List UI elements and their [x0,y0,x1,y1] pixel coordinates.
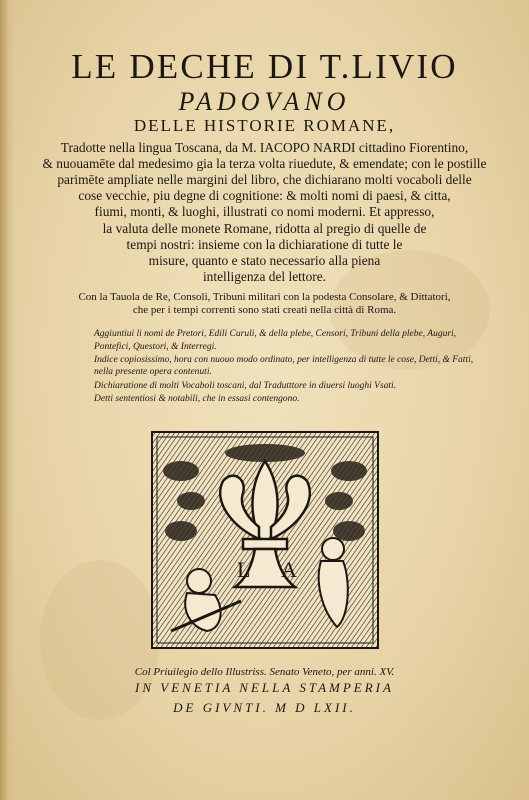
woodcut-letter-a: A [281,557,297,582]
imprint-line-2: DE GIVNTI. M D LXII. [173,700,356,715]
additions-line: Detti sententiosi & notabili, che in essasi contengono. [94,394,300,404]
description-line: & nuouamēte dal medesimo gia la terza volta riuedute, & emendate; con le postille [42,156,487,171]
imprint-line-1: IN VENETIA NELLA STAMPERIA [135,680,394,695]
description-line: cose vecchie, piu degne di cognitione: & molti nomi di paesi, & citta, [78,188,451,203]
title-line-1: LE DECHE DI T.LIVIO [71,47,458,86]
title-line-3: DELLE HISTORIE ROMANE, [133,116,396,135]
description-line: Tradotte nella lingua Toscana, da M. IACOPO NARDI cittadino Fiorentino, [60,140,469,155]
description-line: la valuta delle monete Romane, ridotta al pregio di quelle de [102,221,427,236]
description-line: intelligenza del lettore. [202,269,327,284]
tauola-line: che per i tempi correnti sono stati creati nella città di Roma. [132,304,397,316]
fleur-de-lis-printer-mark-icon [151,431,379,649]
paper-stain [40,560,160,720]
additions-line: Dichiaratione di molti Vocaboli toscani, dal Tradutttore in diuersi luoghi Vsati. [94,381,397,391]
description-line: tempi nostri: insieme con la dichiaratione di tutte le [126,237,403,252]
printer-mark-woodcut [151,431,379,649]
description-line: parimēte ampliate nelle margini del libro, che dichiarano molti vocaboli delle [57,172,472,187]
description-line: misure, quanto e stato necessario alla piena [148,253,381,268]
tauola-line: Con la Tauola de Re, Consoli, Tribuni militari con la podesta Consolare, & Dittatori, [78,291,451,303]
additions-line: Aggiuntiui li nomi de Pretori, Edili Curuli, & della plebe, Censori, Tribuni della plebe, Auguri, [94,329,457,339]
privilege-line: Col Priuilegio dello Illustriss. Senato Veneto, per anni. XV. [134,666,395,678]
description-line: fiumi, monti, & luoghi, illustrati co nomi moderni. Et appresso, [94,204,435,219]
additions-line: Indice copiosissimo, hora con nuouo modo ordinato, per intelligenza di tutte le cose, Detti, & Fatti, [94,355,474,365]
title-line-2: PADOVANO [178,87,351,116]
additions-line: nella presente opera contenuti. [94,367,212,377]
woodcut-letter-l: L [237,557,251,582]
additions-line: Pontefici, Questori, & Interregi. [94,342,217,352]
